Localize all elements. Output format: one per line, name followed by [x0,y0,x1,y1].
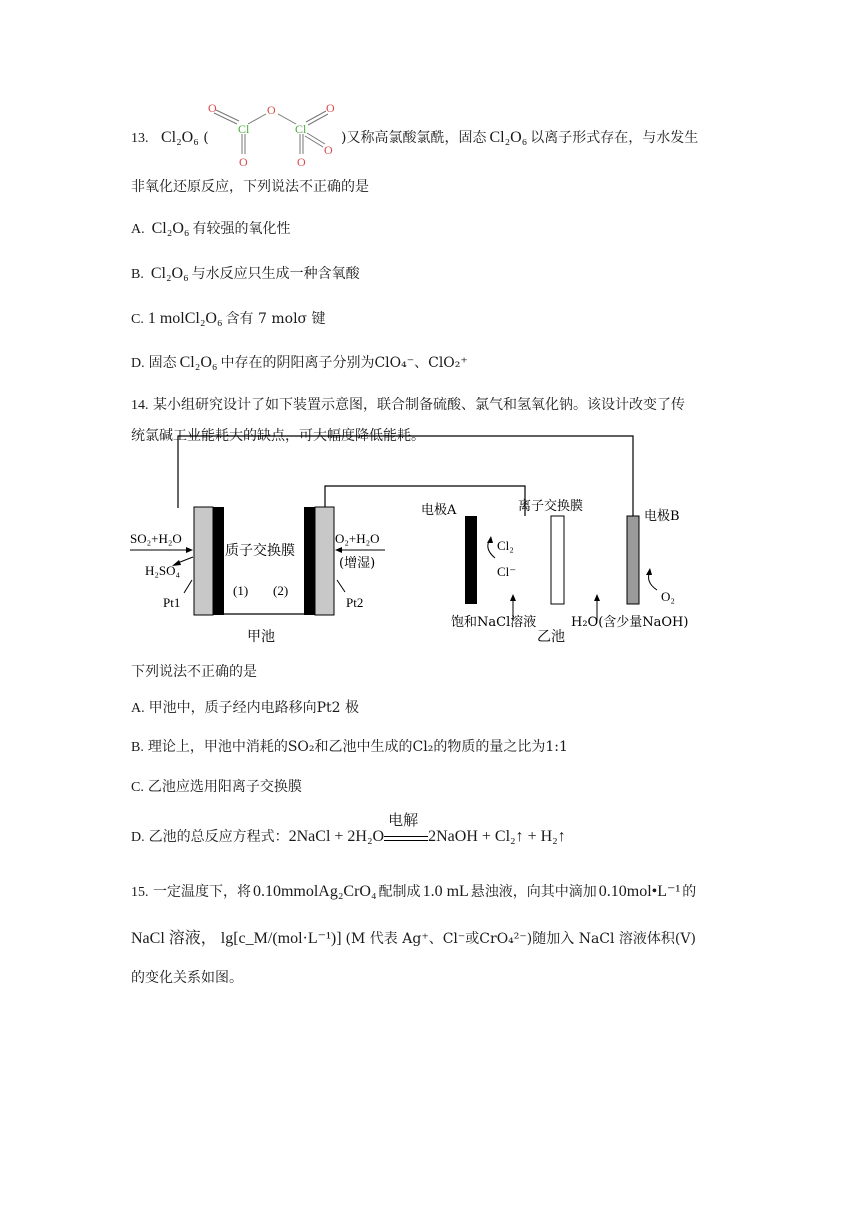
atom-o: O [326,101,335,115]
label-left-out: H₂SO₄ [145,563,181,578]
q13-text1: )又称高氯酸氯酰，固态 [341,130,487,146]
q15-text: 一定温度下，将 [152,884,251,900]
q14-line2: 统氯碱工业能耗大的缺点，可大幅度降低能耗。 [131,428,425,444]
label-cell2: 乙池 [537,629,565,645]
option-text: 有较强的氧化性 [192,221,291,237]
q15-log-expression: lg[c_M/(mol·L⁻¹)] [220,930,342,947]
q14-option-a [131,698,359,719]
label-pt2: Pt2 [346,595,364,610]
q15-volume: 1.0 mL [422,883,469,900]
q13-number: 13. [131,131,149,146]
option-label: B. [131,267,144,282]
q15-concentration: 0.10mol•L⁻¹ [598,883,681,900]
q15-formula: 0.10mmolAg₂CrO₄ [252,883,377,900]
label-electrode-a: 电极A [421,503,457,518]
q14-stem: 下列说法不正确的是 [131,664,257,680]
atom-o: O [297,155,306,169]
option-label: D. [131,356,145,371]
option-label: A. [131,701,145,716]
electrolysis-diagram [125,430,715,650]
option-pre: 固态 [148,355,177,371]
q13-option-d [131,353,468,374]
option-pre: 1 mol [147,310,185,327]
label-left-in: SO₂+H₂O [130,531,182,546]
atom-o: O [324,143,333,157]
label-right-in: O₂+H₂O [335,531,380,546]
label-cl-minus: Cl⁻ [497,564,517,579]
q13-formula: Cl₂O₆ [489,129,528,146]
label-nacl-solution: 饱和NaCl溶液 [451,615,537,630]
option-label: C. [131,312,144,327]
q15-number: 15. [131,885,149,900]
q13-line1-cont [341,128,698,148]
q14-text1: 某小组研究设计了如下装置示意图，联合制备硫酸、氯气和氢氧化钠。该设计改变了传 [152,397,685,413]
q15-text: 悬浊液，向其中滴加 [470,884,597,900]
atom-cl: Cl [295,122,307,136]
q15-text: 配制成 [378,884,421,900]
q13-line1: 13. Cl₂O₆ ( [131,129,209,146]
q13-formula: Cl₂O₆ [179,354,218,371]
option-label: D. [131,830,145,845]
q13-formula: Cl₂O₆ [160,129,199,146]
label-ion-membrane: 离子交换膜 [518,499,584,514]
atom-o: O [267,103,276,117]
label-humid: (增湿) [339,556,376,571]
label-electrode-b: 电极B [644,509,680,524]
equation-lhs: 2NaCl + 2H₂O [288,828,385,845]
equation-equals-sign [384,836,428,841]
q13-formula: Cl₂O₆ [151,220,190,237]
atom-o: O [208,101,217,115]
option-text: 甲池中，质子经内电路移向Pt2 极 [148,700,360,716]
option-text: 理论上，甲池中消耗的SO₂和乙池中生成的Cl₂的物质的量之比为1:1 [147,739,568,755]
label-pt1: Pt1 [163,595,181,610]
option-label: B. [131,740,144,755]
option-pre: 乙池的总反应方程式： [148,829,289,845]
q13-line2: 非氧化还原反应，下列说法不正确的是 [131,179,369,195]
equation-condition-text: 电解 [388,811,419,829]
q15-text: (M 代表 Ag⁺、Cl⁻或CrO₄²⁻)随加入 NaCl 溶液体积(V) [345,931,696,947]
option-text: 含有 7 molσ 键 [225,311,326,327]
label-water: H₂O(含少量NaOH) [571,615,689,630]
option-text: 与水反应只生成一种含氧酸 [191,266,360,282]
q15-line3: 的变化关系如图。 [131,970,243,986]
cl2o6-structure [204,100,344,170]
equation-rhs: 2NaOH + Cl₂↑ + H₂↑ [428,828,566,845]
atom-o: O [239,155,248,169]
q14-option-c [131,777,302,798]
option-label: A. [131,222,145,237]
label-cl2: Cl₂ [497,538,514,553]
option-text: 乙池应选用阳离子交换膜 [147,779,302,795]
q15-line1 [131,882,696,903]
q13-option-a [131,219,290,240]
q14-number: 14. [131,398,149,413]
label-region-2: (2) [273,583,289,598]
q14-line1 [131,395,685,416]
label-o2: O₂ [661,589,675,604]
option-text: 中存在的阴阳离子分别为ClO₄⁻、ClO₂⁺ [220,355,468,371]
q15-line2 [131,929,696,949]
atom-cl: Cl [238,122,250,136]
q14-option-d [131,811,566,848]
equation-condition [384,811,428,848]
q13-formula: Cl₂O₆ [184,310,223,327]
q15-text: 的 [682,884,697,900]
q13-option-b [131,264,360,285]
label-region-1: (1) [233,583,249,598]
q13-text2: 以离子形式存在，与水发生 [530,130,699,146]
label-membrane: 质子交换膜 [225,543,295,559]
q13-formula: Cl₂O₆ [150,265,189,282]
q15-text: NaCl 溶液， [131,930,217,947]
q14-option-b [131,737,568,758]
label-cell1: 甲池 [247,629,275,645]
q13-option-c [131,309,326,330]
option-label: C. [131,780,144,795]
